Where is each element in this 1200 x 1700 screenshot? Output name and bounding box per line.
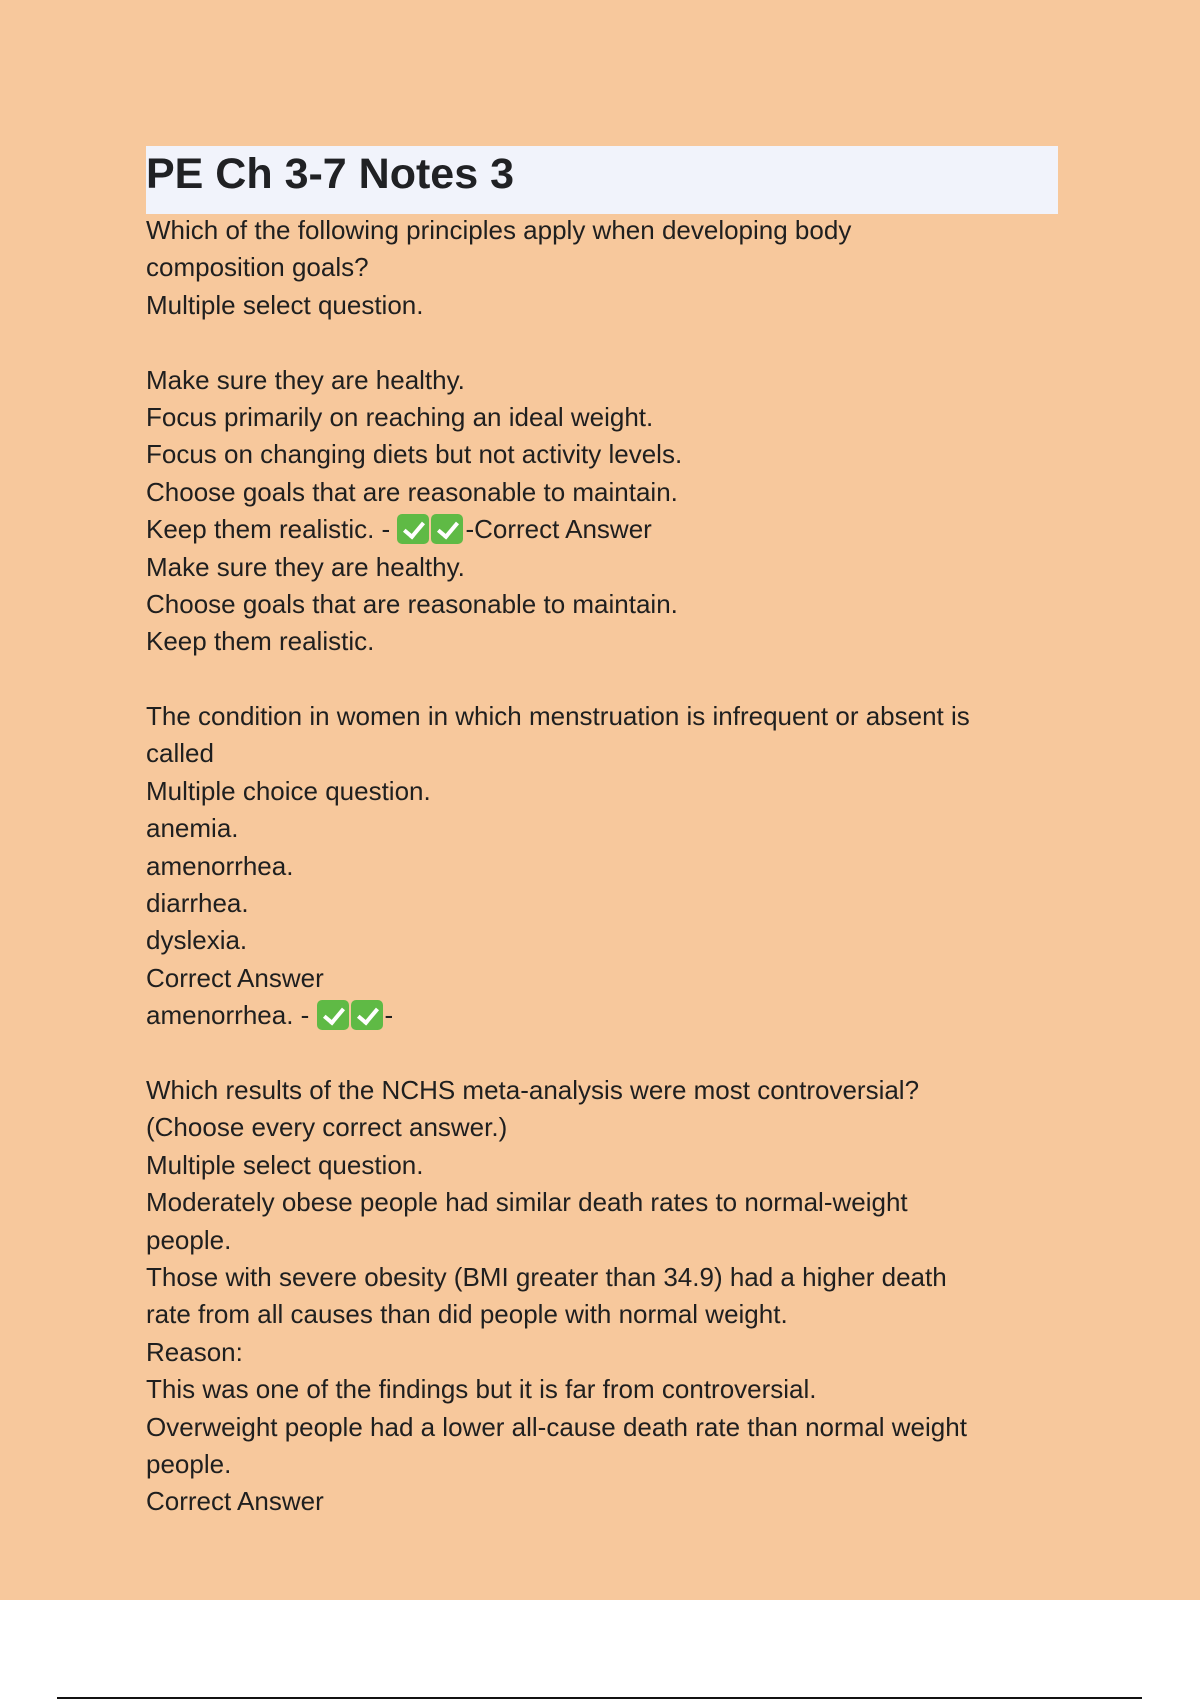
q1-option-3: Focus on changing diets but not activity levels.: [146, 439, 683, 470]
q2-option-3: diarrhea.: [146, 888, 249, 919]
q2-question-type: Multiple choice question.: [146, 775, 431, 806]
q3-line-3: Those with severe obesity (BMI greater than 34.9) had a higher death: [146, 1261, 947, 1292]
q2-option-4: dyslexia.: [146, 925, 248, 956]
paragraph-gap: [146, 1035, 1066, 1072]
check-mark-icon: [351, 1000, 383, 1030]
q3-line-9: Correct Answer: [146, 1486, 324, 1517]
q1-option-2: Focus primarily on reaching an ideal weight.: [146, 401, 654, 432]
q2-answer-suffix: -: [384, 1000, 394, 1031]
page-title: PE Ch 3-7 Notes 3: [146, 150, 514, 198]
q3-line-8: people.: [146, 1448, 232, 1479]
q2-stem-line-1: The condition in women in which menstruation is infrequent or absent is: [146, 701, 970, 732]
q3-question-type: Multiple select question.: [146, 1149, 424, 1180]
q1-option-5-with-answer-marker: [146, 511, 1066, 548]
q1-question-type: Multiple select question.: [146, 289, 424, 320]
q1-stem-line-1: Which of the following principles apply when developing body: [146, 215, 852, 245]
q1-option-4: Choose goals that are reasonable to maintain.: [146, 476, 678, 507]
q1-answer-3: Keep them realistic.: [146, 626, 375, 657]
q2-answer-label: Correct Answer: [146, 962, 324, 993]
q1-stem-line-2: composition goals?: [146, 252, 369, 283]
q2-option-2: amenorrhea.: [146, 850, 294, 881]
q3-line-5: Reason:: [146, 1336, 243, 1367]
q3-line-6: This was one of the findings but it is far from controversial.: [146, 1374, 817, 1405]
check-mark-icon: [397, 514, 429, 544]
q3-line-2: people.: [146, 1224, 232, 1255]
q1-option-1: Make sure they are healthy.: [146, 364, 465, 395]
q1-answer-1: Make sure they are healthy.: [146, 551, 465, 582]
check-mark-icon: [317, 1000, 349, 1030]
q2-option-1: anemia.: [146, 813, 239, 844]
q2-answer-text: amenorrhea. -: [146, 1000, 317, 1031]
question-content: [146, 212, 1066, 1521]
q3-stem-line-1: Which results of the NCHS meta-analysis were most controversial?: [146, 1074, 920, 1105]
q1-answer-marker: -Correct Answer: [465, 514, 652, 545]
q3-stem-line-2: (Choose every correct answer.): [146, 1112, 508, 1143]
paragraph-gap: [146, 661, 1066, 698]
q2-stem-line-2: called: [146, 738, 214, 769]
paragraph-gap: [146, 324, 1066, 361]
footer-divider: [57, 1697, 1142, 1699]
q3-line-7: Overweight people had a lower all-cause death rate than normal weight: [146, 1411, 967, 1442]
q1-answer-2: Choose goals that are reasonable to maintain.: [146, 588, 678, 619]
q3-line-4: rate from all causes than did people with normal weight.: [146, 1299, 788, 1330]
check-mark-icon: [431, 514, 463, 544]
q2-answer-line: [146, 997, 1066, 1034]
q3-line-1: Moderately obese people had similar death rates to normal-weight: [146, 1187, 908, 1218]
q1-option-5-text: Keep them realistic. -: [146, 514, 398, 545]
